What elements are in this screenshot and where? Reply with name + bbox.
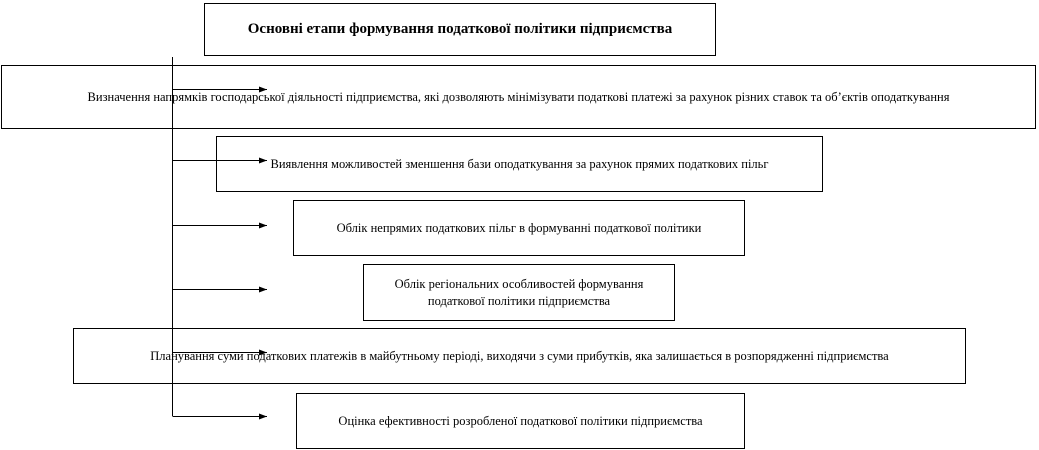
stage-label-1: Визначення напрямків господарської діяльності підприємства, які дозволяють мінімізувати податкові платежі за рахунок різних ставок та об’єктів оподаткування [87, 89, 950, 104]
stage-label-5: Планування суми податкових платежів в майбутньому періоді, виходячи з суми прибутків, яка залишається в розпорядженні підприємства [150, 348, 889, 363]
stage-label-4: Облік регіональних особливостей формування податкової політики підприємства [394, 276, 644, 308]
stage-label-2: Виявлення можливостей зменшення бази оподаткування за рахунок прямих податкових пільг [270, 156, 769, 171]
stage-label-6: Оцінка ефективності розробленої податкової політики підприємства [338, 413, 703, 428]
stage-label-3: Облік непрямих податкових пільг в формуванні податкової політики [336, 220, 702, 235]
diagram-title: Основні етапи формування податкової політики підприємства [247, 21, 673, 37]
